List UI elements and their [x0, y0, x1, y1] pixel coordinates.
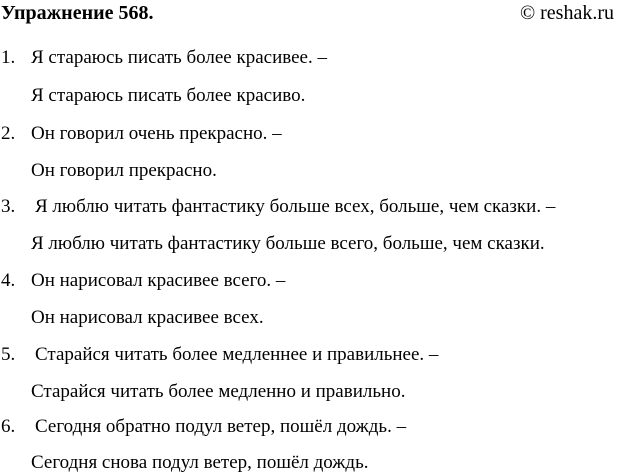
corrected-sentence: Я стараюсь писать более красиво. — [31, 85, 306, 106]
original-sentence: Старайся читать более медленнее и правильнее. – — [35, 344, 439, 365]
copyright-watermark: © reshak.ru — [519, 2, 614, 24]
original-sentence: Сегодня обратно подул ветер, пошёл дождь. – — [35, 416, 407, 437]
item-number: 1. — [1, 47, 16, 68]
corrected-sentence: Он говорил прекрасно. — [31, 160, 217, 181]
item-number: 5. — [1, 344, 16, 365]
corrected-sentence: Сегодня снова подул ветер, пошёл дождь. — [31, 452, 369, 473]
corrected-sentence: Он нарисовал красивее всех. — [31, 307, 264, 328]
item-number: 3. — [1, 196, 16, 217]
original-sentence: Он нарисовал красивее всего. – — [31, 270, 286, 291]
corrected-sentence: Старайся читать более медленно и правильно. — [31, 381, 406, 402]
item-number: 2. — [1, 123, 16, 144]
item-number: 6. — [1, 416, 16, 437]
corrected-sentence: Я люблю читать фантастику больше всего, больше, чем сказки. — [31, 233, 545, 254]
original-sentence: Он говорил очень прекрасно. – — [31, 123, 282, 144]
item-number: 4. — [1, 270, 16, 291]
original-sentence: Я стараюсь писать более красивее. – — [31, 47, 327, 68]
original-sentence: Я люблю читать фантастику больше всех, больше, чем сказки. – — [35, 196, 556, 217]
exercise-title: Упражнение 568. — [1, 2, 154, 24]
